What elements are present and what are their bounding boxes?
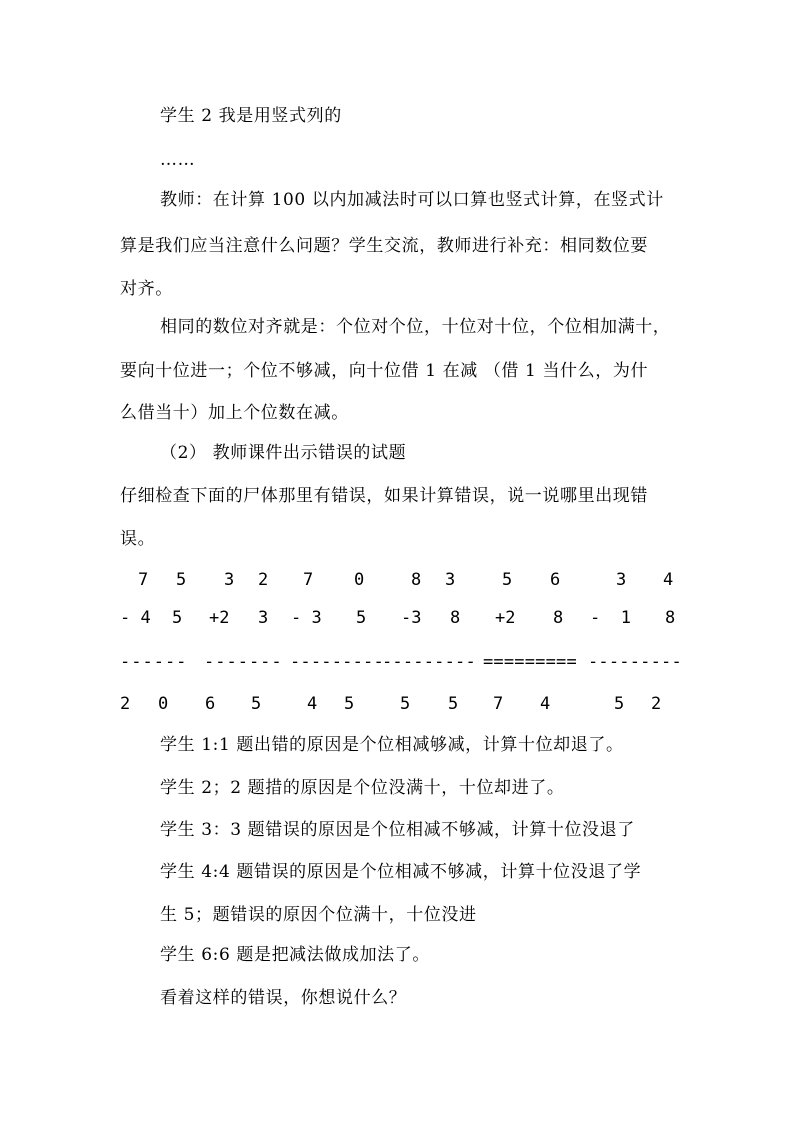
arith-second-operand: +2 (495, 608, 516, 628)
rule-paragraph-line-2: 要向十位进一；个位不够减，向十位借 1 在减 （借 1 当什么，为什 (120, 361, 649, 381)
arith-result-digit: 5 (400, 694, 411, 714)
arith-rule: --------- (382, 652, 476, 672)
student-answer-5: 生 5；题错误的原因个位满十，十位没进 (160, 905, 477, 925)
arith-top-digit: 6 (550, 570, 561, 590)
arith-top-digit: 7 (303, 570, 314, 590)
closing-question: 看着这样的错误，你想说什么？ (160, 988, 407, 1008)
arith-result-digit: 4 (540, 694, 551, 714)
arith-top-digit: 5 (502, 570, 513, 590)
text-line-student2: 学生 2 我是用竖式列的 (160, 106, 342, 126)
arith-result-digit: 5 (344, 694, 355, 714)
arith-rule: ------ (120, 652, 188, 672)
arith-rule: --------- (588, 652, 682, 672)
arith-result-digit: 0 (158, 694, 169, 714)
ellipsis-line: …… (160, 150, 196, 170)
arith-result-digit: 5 (251, 694, 262, 714)
arith-result-digit: 4 (307, 694, 318, 714)
arith-second-operand: 5 (172, 608, 183, 628)
student-answer-6: 学生 6:6 题是把减法做成加法了。 (160, 945, 430, 965)
arith-top-digit: 4 (663, 570, 674, 590)
arith-top-digit: 7 (138, 570, 149, 590)
arith-rule: ------- (204, 652, 283, 672)
arith-result-digit: 7 (493, 694, 504, 714)
teacher-paragraph-line-3: 对齐。 (120, 279, 173, 299)
student-answer-1: 学生 1:1 题出错的原因是个位相减够减，计算十位却退了。 (160, 735, 624, 755)
arith-second-operand: 8 (665, 608, 676, 628)
arith-top-digit: 5 (176, 570, 187, 590)
arith-top-digit: 3 (616, 570, 627, 590)
arith-second-operand: +2 (209, 608, 230, 628)
arith-top-digit: 3 (445, 570, 456, 590)
arith-result-digit: 2 (120, 694, 131, 714)
arith-rule: ========= (483, 652, 577, 672)
task-paragraph-line-2: 误。 (120, 529, 156, 549)
arith-second-operand: 8 (553, 608, 564, 628)
task-paragraph-line-1: 仔细检查下面的尸体那里有错误，如果计算错误，说一说哪里出现错 (120, 486, 648, 506)
teacher-paragraph-line-2: 算是我们应当注意什么问题？学生交流，教师进行补充：相同数位要 (120, 236, 648, 256)
arith-result-digit: 2 (651, 694, 662, 714)
arith-second-operand: 5 (356, 608, 367, 628)
teacher-paragraph-line-1: 教师：在计算 100 以内加减法时可以口算也竖式计算，在竖式计 (160, 190, 664, 210)
rule-paragraph-line-1: 相同的数位对齐就是：个位对个位，十位对十位，个位相加满十， (160, 317, 671, 337)
arith-result-digit: 5 (448, 694, 459, 714)
student-answer-3: 学生 3：3 题错误的原因是个位相减不够减，计算十位没退了 (160, 820, 635, 840)
student-answer-2: 学生 2；2 题措的原因是个位没满十，十位却进了。 (160, 778, 565, 798)
arith-top-digit: 0 (354, 570, 365, 590)
arith-top-digit: 3 (224, 570, 235, 590)
rule-paragraph-line-3: 么借当十）加上个位数在减。 (120, 403, 349, 423)
arith-top-digit: 2 (258, 570, 269, 590)
arith-second-operand: -3 (401, 608, 422, 628)
arith-second-operand: - 1 (590, 608, 631, 628)
arith-top-digit: 8 (411, 570, 422, 590)
arith-second-operand: - 4 (120, 608, 151, 628)
arith-result-digit: 5 (614, 694, 625, 714)
student-answer-4: 学生 4:4 题错误的原因是个位相减不够减，计算十位没退了学 (160, 862, 642, 882)
arith-rule: --------- (290, 652, 384, 672)
arith-second-operand: 3 (258, 608, 269, 628)
section-heading: （2） 教师课件出示错误的试题 (160, 443, 407, 463)
arith-second-operand: - 3 (291, 608, 322, 628)
arith-result-digit: 6 (205, 694, 216, 714)
arith-second-operand: 8 (450, 608, 461, 628)
